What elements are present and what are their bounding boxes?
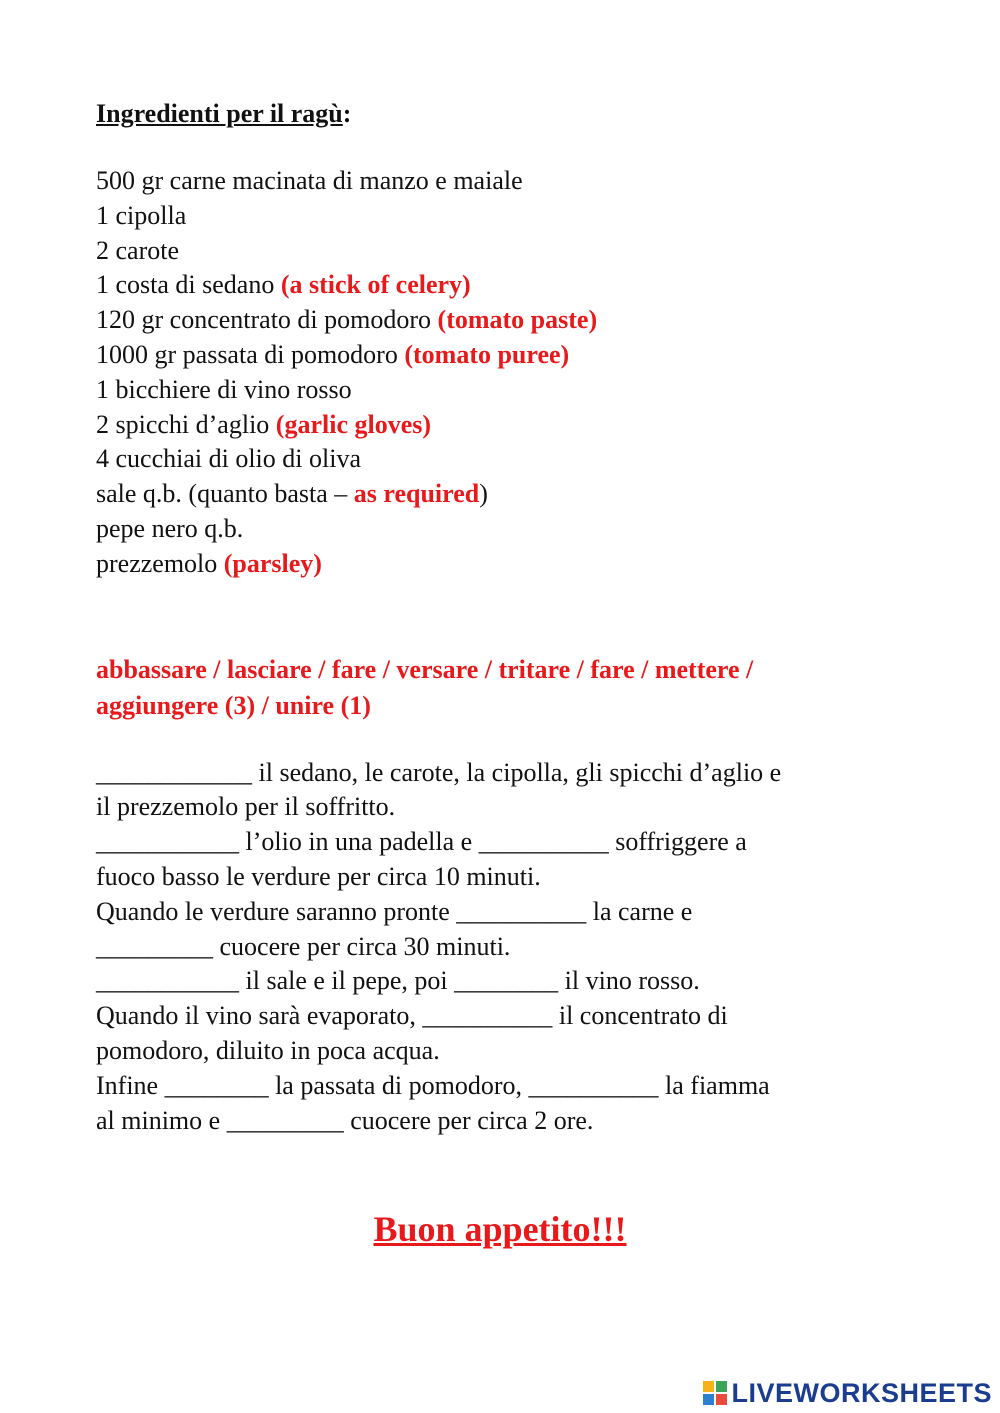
exercise-line: pomodoro, diluito in poca acqua. bbox=[96, 1035, 440, 1065]
closing-title: Buon appetito!!! bbox=[373, 1209, 627, 1249]
ingredient-translation: (a stick of celery) bbox=[280, 270, 471, 300]
ingredient-translation: (tomato puree) bbox=[404, 339, 570, 369]
exercise-line: Quando le verdure saranno pronte __________ la carne e bbox=[96, 896, 693, 926]
brand-text: LIVEWORKSHEETS bbox=[731, 1377, 992, 1408]
exercise-line: ___________ l’olio in una padella e __________ soffriggere a bbox=[96, 827, 747, 857]
fill-in-exercise bbox=[96, 756, 916, 1139]
exercise-line: fuoco basso le verdure per circa 10 minuti. bbox=[96, 861, 541, 891]
exercise-line: Infine ________ la passata di pomodoro, __________ la fiamma bbox=[96, 1070, 770, 1100]
ingredient-line: 2 carote bbox=[96, 235, 180, 265]
ingredients-heading: Ingredienti per il ragù: bbox=[96, 99, 352, 128]
verb-bank-line: aggiungere (3) / unire (1) bbox=[96, 690, 371, 720]
worksheet-page bbox=[96, 96, 916, 1138]
verb-bank bbox=[96, 652, 916, 724]
ingredient-line: 1 cipolla bbox=[96, 200, 187, 230]
ingredient-line: prezzemolo (parsley) bbox=[96, 548, 322, 578]
ingredient-translation: (garlic gloves) bbox=[275, 409, 432, 439]
ingredients-list bbox=[96, 164, 916, 582]
ingredient-line: 1 bicchiere di vino rosso bbox=[96, 374, 352, 404]
verb-bank-line: abbassare / lasciare / fare / versare / tritare / fare / mettere / bbox=[96, 654, 754, 684]
ingredient-line: 1 costa di sedano (a stick of celery) bbox=[96, 270, 471, 300]
ingredient-translation: (tomato paste) bbox=[437, 305, 598, 335]
ingredient-translation: as required bbox=[353, 479, 480, 509]
liveworksheets-logo-icon bbox=[703, 1381, 727, 1405]
ingredient-line: 500 gr carne macinata di manzo e maiale bbox=[96, 166, 523, 195]
exercise-line: ____________ il sedano, le carote, la cipolla, gli spicchi d’aglio e bbox=[96, 757, 782, 787]
exercise-line: al minimo e _________ cuocere per circa 2 ore. bbox=[96, 1105, 594, 1135]
ingredient-line: 2 spicchi d’aglio (garlic gloves) bbox=[96, 409, 432, 439]
ingredient-line: 1000 gr passata di pomodoro (tomato puree) bbox=[96, 339, 570, 369]
exercise-line: il prezzemolo per il soffritto. bbox=[96, 792, 396, 822]
exercise-line: _________ cuocere per circa 30 minuti. bbox=[96, 931, 511, 961]
ingredient-translation: (parsley) bbox=[223, 548, 322, 578]
ingredient-line: 120 gr concentrato di pomodoro (tomato paste) bbox=[96, 305, 598, 335]
exercise-line: ___________ il sale e il pepe, poi ________ il vino rosso. bbox=[96, 966, 700, 996]
ingredient-line: pepe nero q.b. bbox=[96, 513, 244, 543]
exercise-line: Quando il vino sarà evaporato, __________ il concentrato di bbox=[96, 1001, 728, 1031]
liveworksheets-brand bbox=[703, 1376, 992, 1410]
ingredient-line: sale q.b. (quanto basta – as required) bbox=[96, 479, 488, 509]
ingredient-line: 4 cucchiai di olio di oliva bbox=[96, 444, 361, 474]
